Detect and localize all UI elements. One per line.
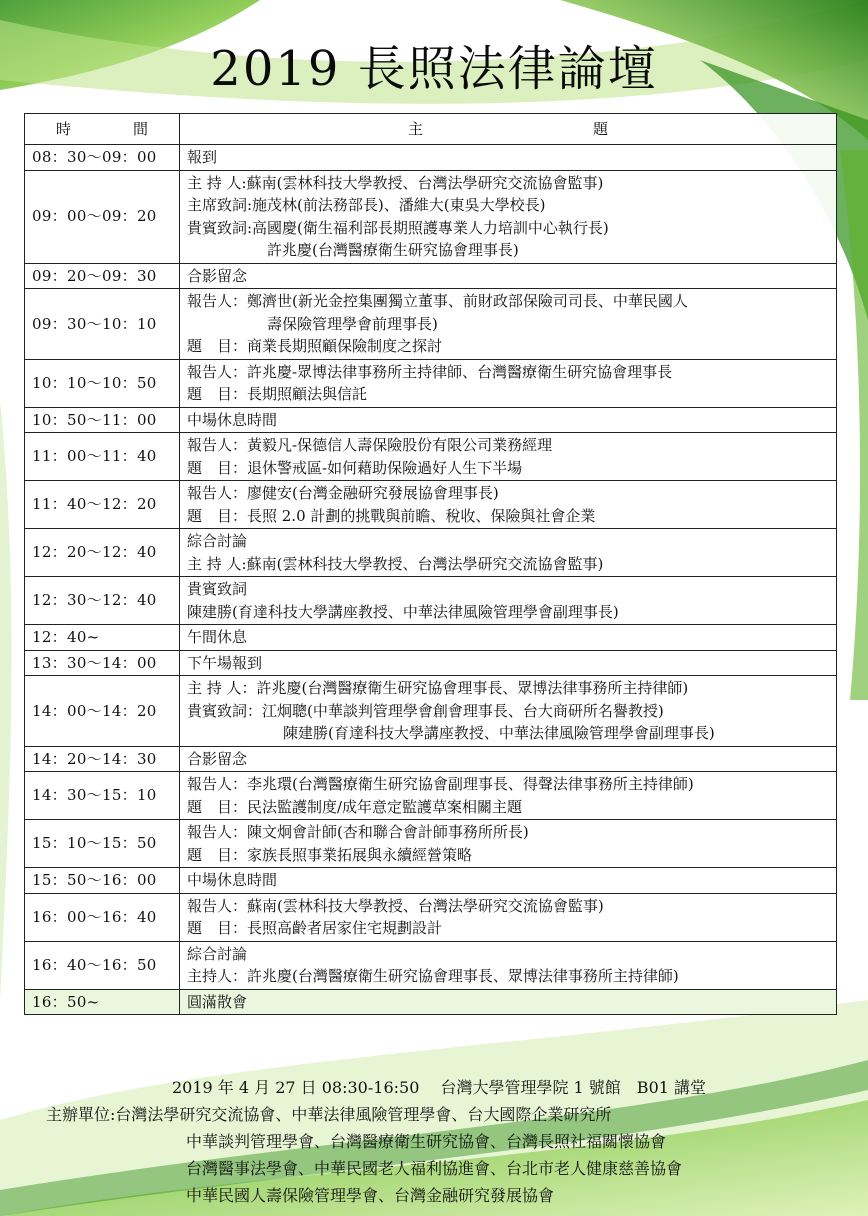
time-cell: 14：00～14：20 (25, 676, 180, 747)
table-row (25, 868, 837, 894)
topic-line: 圓滿散會 (187, 992, 248, 1011)
topic-cell (180, 407, 837, 433)
topic-line: 報到 (187, 148, 218, 166)
topic-line: 陳建勝(育達科技大學講座教授、中華法律風險管理學會副理事長) (187, 602, 619, 621)
topic-cell (180, 481, 837, 529)
topic-line: 題 目：家族長照事業拓展與永續經營策略 (187, 845, 473, 864)
time-cell: 14：30～15：10 (25, 772, 180, 820)
table-row (25, 893, 837, 941)
time-cell: 12：40~ (25, 625, 180, 651)
topic-header-char-2: 題 (593, 119, 609, 138)
table-row (25, 433, 837, 481)
table-row (25, 650, 837, 676)
topic-header-char-1: 主 (407, 119, 423, 138)
table-row (25, 820, 837, 868)
topic-line: 題 目：長期照顧法與信託 (187, 385, 368, 403)
organizer-line-1: 台灣法學研究交流協會、中華法律風險管理學會、台大國際企業研究所 (115, 1105, 612, 1124)
time-cell: 12：30～12：40 (25, 577, 180, 625)
topic-cell (180, 145, 837, 171)
table-row (25, 170, 837, 263)
topic-line: 合影留念 (187, 749, 248, 768)
date-venue: 2019 年 4 月 27 日 08:30-16:50 台灣大學管理學院 1 號館 B01 講堂 (171, 1078, 707, 1097)
topic-line: 貴賓致詞：江炯聰(中華談判管理學會創會理事長、台大商研所名譽教授) (187, 701, 664, 720)
schedule-body (25, 145, 837, 1015)
time-cell: 13：30～14：00 (25, 650, 180, 676)
table-header-row (25, 114, 837, 145)
topic-cell (180, 893, 837, 941)
organizers (0, 1101, 868, 1209)
time-column-header (25, 114, 180, 145)
topic-line: 主持人：許兆慶(台灣醫療衛生研究協會理事長、眾博法律事務所主持律師) (187, 967, 679, 985)
topic-line: 綜合討論 (187, 532, 248, 550)
topic-line: 題 目：退休警戒區-如何藉助保險過好人生下半場 (187, 458, 523, 477)
topic-line: 主 持 人：許兆慶(台灣醫療衛生研究協會理事長、眾博法律事務所主持律師) (187, 679, 689, 697)
time-cell: 11：40～12：20 (25, 481, 180, 529)
organizer-line-3: 台灣醫事法學會、中華民國老人福利協進會、台北市老人健康慈善協會 (186, 1159, 683, 1178)
table-row (25, 263, 837, 289)
topic-cell (180, 577, 837, 625)
topic-line: 報告人：廖健安(台灣金融研究發展協會理事長) (187, 484, 499, 502)
table-row (25, 481, 837, 529)
topic-line: 許兆慶(台灣醫療衛生研究協會理事長) (267, 241, 519, 259)
time-cell: 16：00～16：40 (25, 893, 180, 941)
table-row (25, 289, 837, 360)
organizer-line-4: 中華民國人壽保險管理學會、台灣金融研究發展協會 (186, 1186, 555, 1205)
topic-cell (180, 772, 837, 820)
table-row (25, 989, 837, 1015)
time-cell: 12：20～12：40 (25, 529, 180, 577)
topic-line: 主 持 人:蘇南(雲林科技大學教授、台灣法學研究交流協會監事) (187, 173, 604, 192)
table-row (25, 407, 837, 433)
topic-cell (180, 529, 837, 577)
time-header-char-2: 間 (133, 119, 149, 138)
time-cell: 10：50～11：00 (25, 407, 180, 433)
time-cell: 10：10～10：50 (25, 359, 180, 407)
time-cell: 14：20～14：30 (25, 746, 180, 772)
topic-cell (180, 289, 837, 360)
time-cell: 15：50～16：00 (25, 868, 180, 894)
topic-cell (180, 746, 837, 772)
page-title: 2019 長照法律論壇 (210, 41, 658, 97)
topic-line: 主 持 人:蘇南(雲林科技大學教授、台灣法學研究交流協會監事) (187, 554, 604, 573)
organizer-line-2: 中華談判管理學會、台灣醫療衛生研究協會、台灣長照社福關懷協會 (186, 1132, 667, 1151)
time-cell: 15：10～15：50 (25, 820, 180, 868)
topic-line: 貴賓致詞 (187, 580, 248, 598)
topic-line: 報告人：李兆環(台灣醫療衛生研究協會副理事長、得聲法律事務所主持律師) (187, 775, 694, 793)
topic-cell (180, 170, 837, 263)
topic-line: 報告人：鄭濟世(新光金控集團獨立董事、前財政部保險司司長、中華民國人 (187, 292, 688, 310)
schedule-table (24, 113, 837, 1015)
table-row (25, 772, 837, 820)
topic-column-header (180, 114, 837, 145)
topic-cell (180, 359, 837, 407)
topic-line: 貴賓致詞:高國慶(衛生福利部長期照護專業人力培訓中心執行長) (187, 218, 609, 237)
topic-line: 合影留念 (187, 266, 248, 285)
topic-line: 題 目：長照高齡者居家住宅規劃設計 (187, 919, 443, 937)
topic-cell (180, 625, 837, 651)
topic-cell (180, 989, 837, 1015)
table-row (25, 941, 837, 989)
topic-cell (180, 650, 837, 676)
footer (0, 1074, 868, 1209)
topic-line: 題 目：商業長期照顧保險制度之探討 (187, 337, 443, 355)
topic-line: 題 目：民法監護制度/成年意定監護草案相關主題 (187, 797, 523, 816)
topic-line: 中場休息時間 (187, 871, 278, 889)
topic-line: 報告人：陳文炯會計師(杏和聯合會計師事務所所長) (187, 823, 529, 841)
topic-line: 壽保險管理學會前理事長) (267, 314, 438, 333)
table-row (25, 625, 837, 651)
topic-cell (180, 676, 837, 747)
table-row (25, 359, 837, 407)
time-cell: 08：30～09：00 (25, 145, 180, 171)
time-header-char-1: 時 (55, 119, 71, 138)
table-row (25, 746, 837, 772)
topic-line: 主席致詞:施茂林(前法務部長)、潘維大(東吳大學校長) (187, 196, 546, 214)
organizers-label: 主辦單位: (46, 1105, 116, 1124)
time-cell: 09：00～09：20 (25, 170, 180, 263)
topic-line: 報告人：許兆慶-眾博法律事務所主持律師、台灣醫療衛生研究協會理事長 (187, 362, 673, 381)
table-row (25, 577, 837, 625)
table-row (25, 529, 837, 577)
time-cell: 09：30～10：10 (25, 289, 180, 360)
time-cell: 16：50~ (25, 989, 180, 1015)
topic-cell (180, 820, 837, 868)
topic-line: 綜合討論 (187, 944, 248, 963)
topic-line: 報告人：黃毅凡-保德信人壽保險股份有限公司業務經理 (187, 436, 553, 454)
table-row (25, 145, 837, 171)
topic-line: 陳建勝(育達科技大學講座教授、中華法律風險管理學會副理事長) (283, 724, 715, 742)
topic-line: 中場休息時間 (187, 410, 278, 429)
topic-line: 題 目：長照 2.0 計劃的挑戰與前瞻、稅收、保險與社會企業 (187, 506, 596, 525)
topic-line: 午間休息 (187, 628, 248, 646)
topic-line: 下午場報到 (187, 653, 263, 672)
time-cell: 11：00～11：40 (25, 433, 180, 481)
topic-cell (180, 263, 837, 289)
time-cell: 16：40～16：50 (25, 941, 180, 989)
topic-line: 報告人：蘇南(雲林科技大學教授、台灣法學研究交流協會監事) (187, 896, 604, 915)
table-row (25, 676, 837, 747)
topic-cell (180, 868, 837, 894)
time-cell: 09：20～09：30 (25, 263, 180, 289)
topic-cell (180, 941, 837, 989)
topic-cell (180, 433, 837, 481)
